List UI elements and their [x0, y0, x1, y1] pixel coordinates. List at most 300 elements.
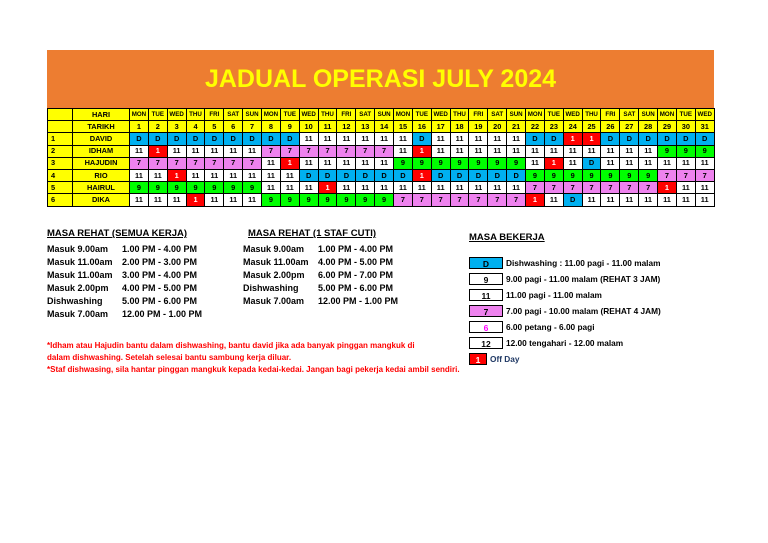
- shift-cell: 1: [412, 169, 431, 181]
- shift-cell: 11: [582, 145, 601, 157]
- shift-cell: 9: [148, 182, 167, 194]
- shift-cell: 11: [243, 194, 262, 206]
- shift-cell: 7: [262, 145, 281, 157]
- shift-cell: 11: [488, 133, 507, 145]
- staff-number: 6: [48, 194, 73, 206]
- shift-cell: 9: [186, 182, 205, 194]
- shift-cell: 7: [356, 145, 375, 157]
- shift-cell: 7: [601, 182, 620, 194]
- shift-cell: 11: [658, 157, 677, 169]
- rehat-row: [243, 243, 398, 256]
- shift-cell: 9: [639, 169, 658, 181]
- day-cell: SUN: [375, 109, 394, 121]
- date-cell: 22: [526, 121, 545, 133]
- date-cell: 10: [299, 121, 318, 133]
- legend-code: 6: [469, 321, 503, 333]
- rehat-time: 1.00 PM - 4.00 PM: [318, 244, 394, 254]
- shift-cell: 11: [507, 145, 526, 157]
- day-cell: WED: [299, 109, 318, 121]
- shift-cell: D: [658, 133, 677, 145]
- shift-cell: 11: [620, 145, 639, 157]
- shift-cell: 11: [676, 182, 695, 194]
- hari-label: HARI: [73, 109, 130, 121]
- date-cell: 30: [676, 121, 695, 133]
- shift-cell: D: [412, 133, 431, 145]
- rehat-row: [243, 282, 398, 295]
- shift-cell: D: [544, 133, 563, 145]
- shift-cell: D: [431, 169, 450, 181]
- shift-cell: D: [394, 169, 413, 181]
- day-cell: MON: [526, 109, 545, 121]
- shift-cell: 1: [582, 133, 601, 145]
- day-cell: THU: [450, 109, 469, 121]
- date-cell: 18: [450, 121, 469, 133]
- day-cell: THU: [582, 109, 601, 121]
- rehat-shift-label: Masuk 9.00am: [47, 244, 109, 254]
- shift-cell: 7: [375, 145, 394, 157]
- rehat-shift-label: Masuk 2.00pm: [243, 270, 305, 280]
- title-banner: [47, 50, 714, 108]
- day-cell: WED: [167, 109, 186, 121]
- staff-number: 1: [48, 133, 73, 145]
- shift-cell: 9: [563, 169, 582, 181]
- shift-cell: 11: [412, 182, 431, 194]
- rehat-time: 6.00 PM - 7.00 PM: [318, 270, 394, 280]
- note-line-3: *Staf dishwasing, sila hantar pinggan mangkuk kepada kedai-kedai. Jangan bagi pekerja kedai ambil sendiri.: [47, 365, 460, 374]
- shift-cell: 9: [130, 182, 149, 194]
- shift-cell: D: [356, 169, 375, 181]
- shift-cell: 7: [337, 145, 356, 157]
- shift-cell: 11: [167, 194, 186, 206]
- date-cell: 8: [262, 121, 281, 133]
- shift-cell: 9: [676, 145, 695, 157]
- shift-cell: 11: [148, 194, 167, 206]
- header-blank: [48, 109, 73, 121]
- shift-cell: D: [262, 133, 281, 145]
- shift-cell: 11: [658, 194, 677, 206]
- shift-cell: 7: [676, 169, 695, 181]
- shift-cell: 11: [639, 157, 658, 169]
- shift-cell: 11: [224, 169, 243, 181]
- shift-cell: 11: [639, 194, 658, 206]
- day-cell: THU: [186, 109, 205, 121]
- shift-cell: 11: [676, 157, 695, 169]
- shift-cell: 9: [356, 194, 375, 206]
- shift-cell: 9: [224, 182, 243, 194]
- staff-row-hajudin: [48, 157, 715, 169]
- shift-cell: 7: [544, 182, 563, 194]
- legend-row: [469, 272, 661, 286]
- staff-row-hairul: [48, 182, 715, 194]
- shift-cell: 11: [695, 157, 714, 169]
- shift-cell: 11: [148, 169, 167, 181]
- shift-cell: D: [205, 133, 224, 145]
- shift-cell: 9: [544, 169, 563, 181]
- legend-text: Dishwashing : 11.00 pagi - 11.00 malam: [506, 258, 661, 268]
- shift-cell: 11: [243, 169, 262, 181]
- shift-cell: 11: [601, 157, 620, 169]
- rehat-shift-label: Masuk 11.00am: [47, 257, 113, 267]
- shift-cell: 11: [450, 145, 469, 157]
- rehat-row: [47, 243, 202, 256]
- shift-cell: 7: [148, 157, 167, 169]
- shift-cell: D: [507, 169, 526, 181]
- shift-cell: 1: [167, 169, 186, 181]
- day-cell: TUE: [148, 109, 167, 121]
- shift-cell: 9: [280, 194, 299, 206]
- schedule-table: [47, 108, 715, 207]
- shift-cell: 7: [450, 194, 469, 206]
- shift-cell: 11: [130, 169, 149, 181]
- shift-cell: 11: [469, 133, 488, 145]
- shift-cell: 9: [431, 157, 450, 169]
- shift-cell: 11: [356, 182, 375, 194]
- shift-cell: 9: [488, 157, 507, 169]
- date-cell: 21: [507, 121, 526, 133]
- rehat-time: 12.00 PM - 1.00 PM: [122, 309, 203, 319]
- date-cell: 15: [394, 121, 413, 133]
- shift-cell: D: [318, 169, 337, 181]
- shift-cell: D: [563, 194, 582, 206]
- rehat-time: 5.00 PM - 6.00 PM: [318, 283, 394, 293]
- staff-row-idham: [48, 145, 715, 157]
- shift-cell: 7: [318, 145, 337, 157]
- shift-cell: 7: [431, 194, 450, 206]
- shift-cell: 7: [526, 182, 545, 194]
- shift-cell: 9: [205, 182, 224, 194]
- shift-cell: 7: [412, 194, 431, 206]
- legend-code: D: [469, 257, 503, 269]
- date-cell: 17: [431, 121, 450, 133]
- shift-cell: 11: [224, 194, 243, 206]
- rehat-time: 4.00 PM - 5.00 PM: [318, 257, 394, 267]
- date-row: [48, 121, 715, 133]
- rehat-row: [243, 256, 398, 269]
- legend-row: [469, 320, 661, 334]
- shift-cell: 11: [337, 182, 356, 194]
- legend-text: 7.00 pagi - 10.00 malam (REHAT 4 JAM): [506, 306, 661, 316]
- staff-row-rio: [48, 169, 715, 181]
- shift-cell: 7: [394, 194, 413, 206]
- shift-cell: 11: [394, 182, 413, 194]
- shift-cell: 11: [280, 169, 299, 181]
- shift-cell: 7: [507, 194, 526, 206]
- shift-cell: 1: [563, 133, 582, 145]
- shift-cell: 11: [639, 145, 658, 157]
- shift-cell: 11: [167, 145, 186, 157]
- day-cell: SAT: [488, 109, 507, 121]
- date-cell: 27: [620, 121, 639, 133]
- day-cell: FRI: [469, 109, 488, 121]
- shift-cell: D: [582, 157, 601, 169]
- day-cell: SAT: [620, 109, 639, 121]
- shift-cell: 7: [695, 169, 714, 181]
- legend-text: 9.00 pagi - 11.00 malam (REHAT 3 JAM): [506, 274, 661, 284]
- staff-name: HAIRUL: [73, 182, 130, 194]
- shift-cell: 11: [280, 182, 299, 194]
- shift-cell: 9: [167, 182, 186, 194]
- rehat-shift-label: Dishwashing: [243, 283, 299, 293]
- shift-cell: 9: [450, 157, 469, 169]
- rehat-row: [47, 282, 202, 295]
- day-cell: WED: [695, 109, 714, 121]
- shift-cell: 11: [186, 145, 205, 157]
- shift-cell: 9: [262, 194, 281, 206]
- shift-cell: D: [676, 133, 695, 145]
- date-cell: 2: [148, 121, 167, 133]
- day-cell: FRI: [205, 109, 224, 121]
- shift-cell: 1: [412, 145, 431, 157]
- shift-cell: 11: [318, 157, 337, 169]
- rehat-cuti-heading: MASA REHAT (1 STAF CUTI): [248, 228, 377, 239]
- shift-cell: 7: [299, 145, 318, 157]
- legend-code: 9: [469, 273, 503, 285]
- shift-cell: 7: [130, 157, 149, 169]
- date-cell: 9: [280, 121, 299, 133]
- rehat-semua-heading: MASA REHAT (SEMUA KERJA): [47, 228, 188, 239]
- shift-cell: 11: [375, 133, 394, 145]
- shift-cell: 9: [337, 194, 356, 206]
- date-cell: 28: [639, 121, 658, 133]
- legend-code: 11: [469, 289, 503, 301]
- date-cell: 6: [224, 121, 243, 133]
- rehat-time: 5.00 PM - 6.00 PM: [122, 296, 198, 306]
- shift-cell: 11: [526, 157, 545, 169]
- day-cell: WED: [563, 109, 582, 121]
- shift-cell: 11: [356, 133, 375, 145]
- rehat-cuti-list: [243, 243, 398, 308]
- date-cell: 5: [205, 121, 224, 133]
- shift-cell: 9: [526, 169, 545, 181]
- shift-cell: 7: [582, 182, 601, 194]
- rehat-shift-label: Masuk 9.00am: [243, 244, 305, 254]
- shift-cell: D: [280, 133, 299, 145]
- rehat-shift-label: Masuk 11.00am: [47, 270, 113, 280]
- shift-cell: 11: [205, 194, 224, 206]
- day-cell: FRI: [601, 109, 620, 121]
- date-cell: 11: [318, 121, 337, 133]
- shift-cell: 11: [262, 157, 281, 169]
- shift-cell: D: [620, 133, 639, 145]
- shift-cell: 11: [507, 182, 526, 194]
- shift-cell: 11: [431, 133, 450, 145]
- day-cell: TUE: [280, 109, 299, 121]
- day-cell: SAT: [356, 109, 375, 121]
- legend-text: 11.00 pagi - 11.00 malam: [506, 290, 602, 300]
- day-cell: MON: [394, 109, 413, 121]
- shift-cell: D: [167, 133, 186, 145]
- day-cell: MON: [130, 109, 149, 121]
- shift-cell: 11: [469, 145, 488, 157]
- shift-cell: 7: [563, 182, 582, 194]
- staff-name: IDHAM: [73, 145, 130, 157]
- rehat-shift-label: Masuk 11.00am: [243, 257, 309, 267]
- legend-code: 7: [469, 305, 503, 317]
- day-cell: TUE: [412, 109, 431, 121]
- date-cell: 25: [582, 121, 601, 133]
- shift-cell: 9: [412, 157, 431, 169]
- shift-cell: 9: [243, 182, 262, 194]
- rehat-row: [47, 256, 202, 269]
- shift-cell: 11: [337, 157, 356, 169]
- shift-cell: D: [243, 133, 262, 145]
- date-cell: 1: [130, 121, 149, 133]
- date-cell: 29: [658, 121, 677, 133]
- staff-row-dika: [48, 194, 715, 206]
- shift-cell: 7: [243, 157, 262, 169]
- legend-code: 1: [469, 353, 487, 365]
- shift-cell: 11: [130, 145, 149, 157]
- rehat-time: 12.00 PM - 1.00 PM: [318, 296, 399, 306]
- day-cell: SUN: [639, 109, 658, 121]
- shift-cell: 11: [450, 133, 469, 145]
- shift-cell: 11: [620, 194, 639, 206]
- shift-cell: 11: [601, 194, 620, 206]
- rehat-time: 3.00 PM - 4.00 PM: [122, 270, 198, 280]
- shift-cell: 11: [394, 133, 413, 145]
- rehat-shift-label: Dishwashing: [47, 296, 103, 306]
- shift-cell: 1: [526, 194, 545, 206]
- shift-cell: 11: [375, 182, 394, 194]
- shift-cell: D: [337, 169, 356, 181]
- shift-cell: 11: [299, 133, 318, 145]
- shift-cell: 7: [205, 157, 224, 169]
- legend-row: [469, 256, 661, 270]
- shift-cell: 11: [488, 182, 507, 194]
- shift-cell: 11: [337, 133, 356, 145]
- shift-cell: 11: [262, 169, 281, 181]
- day-cell: FRI: [337, 109, 356, 121]
- date-cell: 12: [337, 121, 356, 133]
- rehat-time: 4.00 PM - 5.00 PM: [122, 283, 198, 293]
- legend-text: Off Day: [490, 354, 520, 364]
- shift-cell: 11: [224, 145, 243, 157]
- shift-cell: 7: [224, 157, 243, 169]
- rehat-time: 1.00 PM - 4.00 PM: [122, 244, 198, 254]
- shift-cell: 1: [658, 182, 677, 194]
- shift-cell: 7: [280, 145, 299, 157]
- shift-cell: 11: [130, 194, 149, 206]
- shift-cell: D: [526, 133, 545, 145]
- shift-cell: 9: [658, 145, 677, 157]
- shift-cell: 11: [431, 145, 450, 157]
- staff-number: 2: [48, 145, 73, 157]
- rehat-semua-list: [47, 243, 202, 321]
- shift-cell: D: [695, 133, 714, 145]
- shift-cell: 11: [262, 182, 281, 194]
- shift-cell: 9: [299, 194, 318, 206]
- day-cell: WED: [431, 109, 450, 121]
- shift-cell: 11: [620, 157, 639, 169]
- shift-cell: 1: [186, 194, 205, 206]
- shift-cell: D: [299, 169, 318, 181]
- note-line-2: dalam dishwashing. Setelah selesai bantu sambung kerja diluar.: [47, 353, 292, 362]
- date-cell: 16: [412, 121, 431, 133]
- date-cell: 14: [375, 121, 394, 133]
- staff-number: 5: [48, 182, 73, 194]
- shift-cell: 11: [205, 169, 224, 181]
- shift-cell: D: [375, 169, 394, 181]
- date-cell: 19: [469, 121, 488, 133]
- shift-cell: 7: [620, 182, 639, 194]
- shift-cell: D: [186, 133, 205, 145]
- shift-cell: 11: [356, 157, 375, 169]
- shift-cell: D: [148, 133, 167, 145]
- date-cell: 3: [167, 121, 186, 133]
- shift-legend: [469, 256, 661, 368]
- date-cell: 24: [563, 121, 582, 133]
- shift-cell: 9: [469, 157, 488, 169]
- date-cell: 31: [695, 121, 714, 133]
- rehat-shift-label: Masuk 7.00am: [243, 296, 305, 306]
- shift-cell: D: [639, 133, 658, 145]
- staff-name: DAVID: [73, 133, 130, 145]
- shift-cell: 1: [280, 157, 299, 169]
- bekerja-heading: MASA BEKERJA: [469, 232, 545, 243]
- shift-cell: 9: [620, 169, 639, 181]
- rehat-row: [47, 269, 202, 282]
- shift-cell: 7: [469, 194, 488, 206]
- shift-cell: D: [601, 133, 620, 145]
- day-cell: MON: [658, 109, 677, 121]
- staff-row-david: [48, 133, 715, 145]
- shift-cell: 11: [394, 145, 413, 157]
- shift-cell: 11: [431, 182, 450, 194]
- shift-cell: 11: [205, 145, 224, 157]
- rehat-shift-label: Masuk 2.00pm: [47, 283, 109, 293]
- shift-cell: 11: [488, 145, 507, 157]
- legend-row: [469, 352, 661, 366]
- shift-cell: 11: [544, 194, 563, 206]
- shift-cell: 11: [450, 182, 469, 194]
- shift-cell: 9: [695, 145, 714, 157]
- shift-cell: 7: [488, 194, 507, 206]
- shift-cell: 11: [582, 194, 601, 206]
- day-cell: SUN: [507, 109, 526, 121]
- day-cell: TUE: [676, 109, 695, 121]
- shift-cell: D: [488, 169, 507, 181]
- rehat-time: 2.00 PM - 3.00 PM: [122, 257, 198, 267]
- shift-cell: 11: [507, 133, 526, 145]
- staff-name: DIKA: [73, 194, 130, 206]
- header-blank: [48, 121, 73, 133]
- shift-cell: 11: [563, 157, 582, 169]
- shift-cell: 9: [601, 169, 620, 181]
- shift-cell: 11: [299, 157, 318, 169]
- shift-cell: 11: [544, 145, 563, 157]
- day-row: [48, 109, 715, 121]
- shift-cell: 11: [601, 145, 620, 157]
- legend-row: [469, 288, 661, 302]
- staff-name: HAJUDIN: [73, 157, 130, 169]
- rehat-row: [243, 295, 398, 308]
- rehat-row: [47, 308, 202, 321]
- shift-cell: 9: [507, 157, 526, 169]
- shift-cell: D: [130, 133, 149, 145]
- shift-cell: 1: [544, 157, 563, 169]
- shift-cell: D: [450, 169, 469, 181]
- rehat-row: [243, 269, 398, 282]
- day-cell: THU: [318, 109, 337, 121]
- shift-cell: 11: [243, 145, 262, 157]
- day-cell: SAT: [224, 109, 243, 121]
- shift-cell: D: [469, 169, 488, 181]
- shift-cell: 7: [639, 182, 658, 194]
- tarikh-label: TARIKH: [73, 121, 130, 133]
- shift-cell: 1: [318, 182, 337, 194]
- date-cell: 4: [186, 121, 205, 133]
- day-cell: MON: [262, 109, 281, 121]
